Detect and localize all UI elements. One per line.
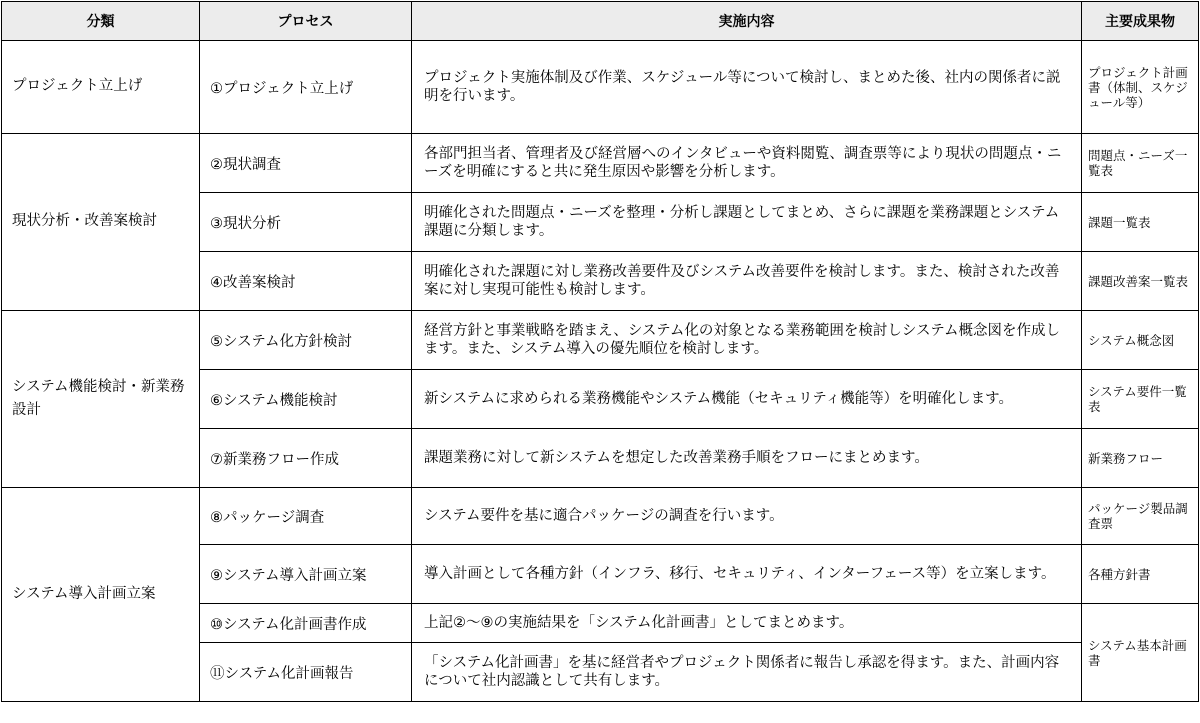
category-cell: システム導入計画立案 bbox=[2, 488, 200, 702]
deliverable-cell: プロジェクト計画書（体制、スケジュール等） bbox=[1082, 41, 1199, 134]
deliverable-cell: 新業務フロー bbox=[1082, 429, 1199, 488]
deliverable-cell: パッケージ製品調査票 bbox=[1082, 488, 1199, 545]
deliverable-cell: システム概念図 bbox=[1082, 311, 1199, 370]
process-cell: ⑦新業務フロー作成 bbox=[200, 429, 412, 488]
table-row bbox=[2, 134, 1199, 193]
deliverable-cell: システム要件一覧表 bbox=[1082, 370, 1199, 429]
header-category: 分類 bbox=[2, 2, 200, 41]
process-cell: ⑩システム化計画書作成 bbox=[200, 604, 412, 643]
content-cell: 明確化された問題点・ニーズを整理・分析し課題としてまとめ、さらに課題を業務課題とシステム課題に分類します。 bbox=[412, 193, 1082, 252]
process-cell: ③現状分析 bbox=[200, 193, 412, 252]
deliverable-cell: 各種方針書 bbox=[1082, 545, 1199, 604]
content-cell: 明確化された課題に対し業務改善要件及びシステム改善要件を検討します。また、検討された改善案に対し実現可能性も検討します。 bbox=[412, 252, 1082, 311]
table-row bbox=[2, 311, 1199, 370]
table-row bbox=[2, 41, 1199, 134]
content-cell: システム要件を基に適合パッケージの調査を行います。 bbox=[412, 488, 1082, 545]
content-cell: 課題業務に対して新システムを想定した改善業務手順をフローにまとめます。 bbox=[412, 429, 1082, 488]
deliverable-cell: 課題一覧表 bbox=[1082, 193, 1199, 252]
content-cell: 経営方針と事業戦略を踏まえ、システム化の対象となる業務範囲を検討しシステム概念図を作成します。また、システム導入の優先順位を検討します。 bbox=[412, 311, 1082, 370]
content-cell: 上記②～⑨の実施結果を「システム化計画書」としてまとめます。 bbox=[412, 604, 1082, 643]
process-cell: ②現状調査 bbox=[200, 134, 412, 193]
content-cell: 導入計画として各種方針（インフラ、移行、セキュリティ、インターフェース等）を立案します。 bbox=[412, 545, 1082, 604]
process-cell: ④改善案検討 bbox=[200, 252, 412, 311]
process-cell: ⑥システム機能検討 bbox=[200, 370, 412, 429]
category-cell: システム機能検討・新業務設計 bbox=[2, 311, 200, 488]
content-cell: 「システム化計画書」を基に経営者やプロジェクト関係者に報告し承認を得ます。また、計画内容について社内認識として共有します。 bbox=[412, 643, 1082, 702]
deliverable-cell: 課題改善案一覧表 bbox=[1082, 252, 1199, 311]
header-row bbox=[2, 2, 1199, 41]
category-cell: 現状分析・改善案検討 bbox=[2, 134, 200, 311]
process-cell: ⑧パッケージ調査 bbox=[200, 488, 412, 545]
process-cell: ⑨システム導入計画立案 bbox=[200, 545, 412, 604]
header-deliverable: 主要成果物 bbox=[1082, 2, 1199, 41]
header-process: プロセス bbox=[200, 2, 412, 41]
table-row bbox=[2, 488, 1199, 545]
content-cell: プロジェクト実施体制及び作業、スケジュール等について検討し、まとめた後、社内の関係者に説明を行います。 bbox=[412, 41, 1082, 134]
content-cell: 各部門担当者、管理者及び経営層へのインタビューや資料閲覧、調査票等により現状の問題点・ニーズを明確にすると共に発生原因や影響を分析します。 bbox=[412, 134, 1082, 193]
category-cell: プロジェクト立上げ bbox=[2, 41, 200, 134]
process-cell: ①プロジェクト立上げ bbox=[200, 41, 412, 134]
process-table bbox=[1, 1, 1199, 702]
process-cell: ⑤システム化方針検討 bbox=[200, 311, 412, 370]
header-content: 実施内容 bbox=[412, 2, 1082, 41]
process-cell: ⑪システム化計画報告 bbox=[200, 643, 412, 702]
content-cell: 新システムに求められる業務機能やシステム機能（セキュリティ機能等）を明確化します。 bbox=[412, 370, 1082, 429]
deliverable-cell: システム基本計画書 bbox=[1082, 604, 1199, 702]
deliverable-cell: 問題点・ニーズ一覧表 bbox=[1082, 134, 1199, 193]
